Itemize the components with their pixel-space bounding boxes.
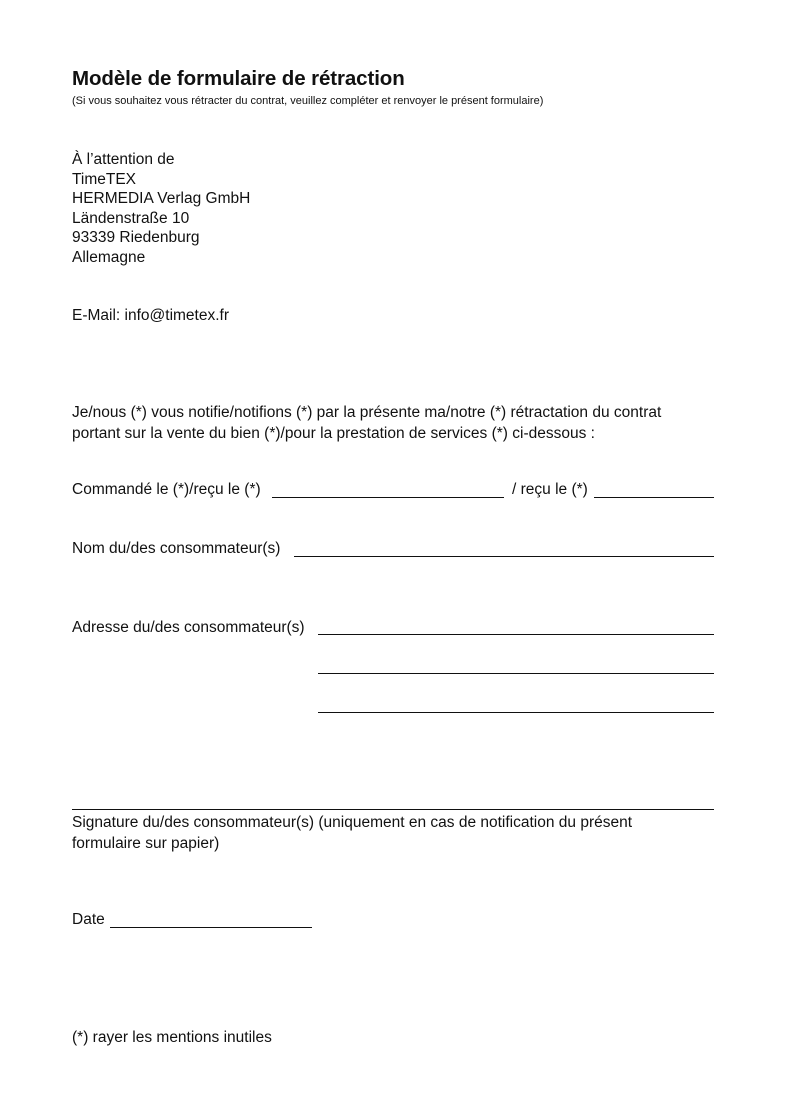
notice-line-1: Je/nous (*) vous notifie/notifions (*) par la présente ma/notre (*) rétractation du contrat (72, 404, 662, 421)
recipient-city: 93339 Riedenburg (72, 229, 200, 246)
page-title: Modèle de formulaire de rétraction (72, 67, 405, 90)
signature-label-line-1: Signature du/des consommateur(s) (uniquement en cas de notification du présent (72, 814, 633, 831)
consumer-address-field-3[interactable] (318, 712, 714, 713)
date-label: Date (72, 911, 105, 928)
footnote: (*) rayer les mentions inutiles (72, 1029, 272, 1046)
page-subtitle: (Si vous souhaitez vous rétracter du contrat, veuillez compléter et renvoyer le présent formulaire) (72, 95, 544, 107)
consumer-address-field-2[interactable] (318, 673, 714, 674)
consumer-name-label: Nom du/des consommateur(s) (72, 540, 281, 557)
received-date-field[interactable] (594, 497, 714, 498)
recipient-company: TimeTEX (72, 170, 137, 188)
recipient-publisher: HERMEDIA Verlag GmbH (72, 190, 251, 207)
withdrawal-notice (72, 403, 661, 444)
ordered-date-label: Commandé le (*)/reçu le (*) (72, 481, 261, 498)
signature-label (72, 813, 632, 854)
attention-line: À l’attention de (72, 151, 175, 168)
signature-label-line-2: formulaire sur papier) (72, 834, 220, 852)
recipient-country: Allemagne (72, 248, 146, 266)
consumer-address-field-1[interactable] (318, 634, 714, 635)
date-field[interactable] (110, 927, 312, 928)
notice-line-2: portant sur la vente du bien (*)/pour la prestation de services (*) ci-dessous : (72, 424, 595, 442)
email-line: E-Mail: info@timetex.fr (72, 307, 229, 324)
received-date-label: / reçu le (*) (512, 481, 588, 498)
ordered-date-field[interactable] (272, 497, 504, 498)
consumer-address-label: Adresse du/des consommateur(s) (72, 619, 305, 636)
consumer-name-field[interactable] (294, 556, 714, 557)
signature-field[interactable] (72, 809, 714, 810)
recipient-address-block (72, 150, 250, 267)
recipient-street: Ländenstraße 10 (72, 209, 190, 227)
